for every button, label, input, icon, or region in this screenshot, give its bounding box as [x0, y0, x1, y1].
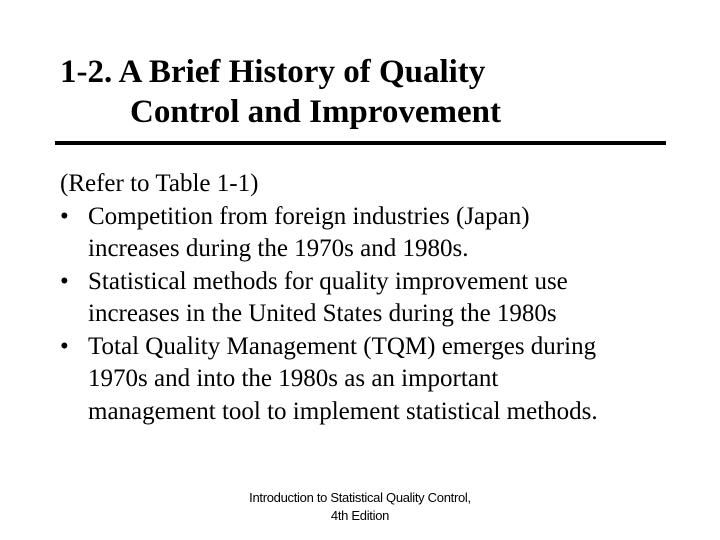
bullet-text-line: increases in the United States during the 1980s: [88, 300, 557, 327]
bullet-text-line: Competition from foreign industries (Japan): [88, 202, 530, 230]
bullet-text-line: 1970s and into the 1980s as an important: [88, 365, 499, 392]
bullet-item-tqm: [60, 331, 700, 429]
bullet-marker: •: [60, 332, 69, 360]
slide-title-line-1: 1-2. A Brief History of Quality: [60, 54, 486, 90]
slide-body: [60, 168, 700, 428]
bullet-marker: •: [60, 267, 69, 295]
bullet-text-line: Statistical methods for quality improvement use: [88, 267, 568, 295]
slide-title: [60, 52, 670, 132]
bullet-list: [60, 201, 700, 429]
footer-line-1: Introduction to Statistical Quality Control,: [249, 490, 471, 505]
footer-line-2: 4th Edition: [330, 508, 390, 523]
bullet-text-line: management tool to implement statistical methods.: [88, 397, 598, 425]
bullet-item-statistical-methods: [60, 266, 700, 331]
bullet-item-competition: [60, 201, 700, 266]
slide-footer: [0, 489, 720, 525]
title-underline-divider: [55, 141, 666, 145]
bullet-text-line: increases during the 1970s and 1980s.: [88, 235, 469, 262]
bullet-marker: •: [60, 202, 69, 230]
slide-title-line-2: Control and Improvement: [130, 94, 501, 130]
table-reference-text: (Refer to Table 1-1): [60, 170, 259, 197]
bullet-text-line: Total Quality Management (TQM) emerges during: [88, 332, 597, 360]
